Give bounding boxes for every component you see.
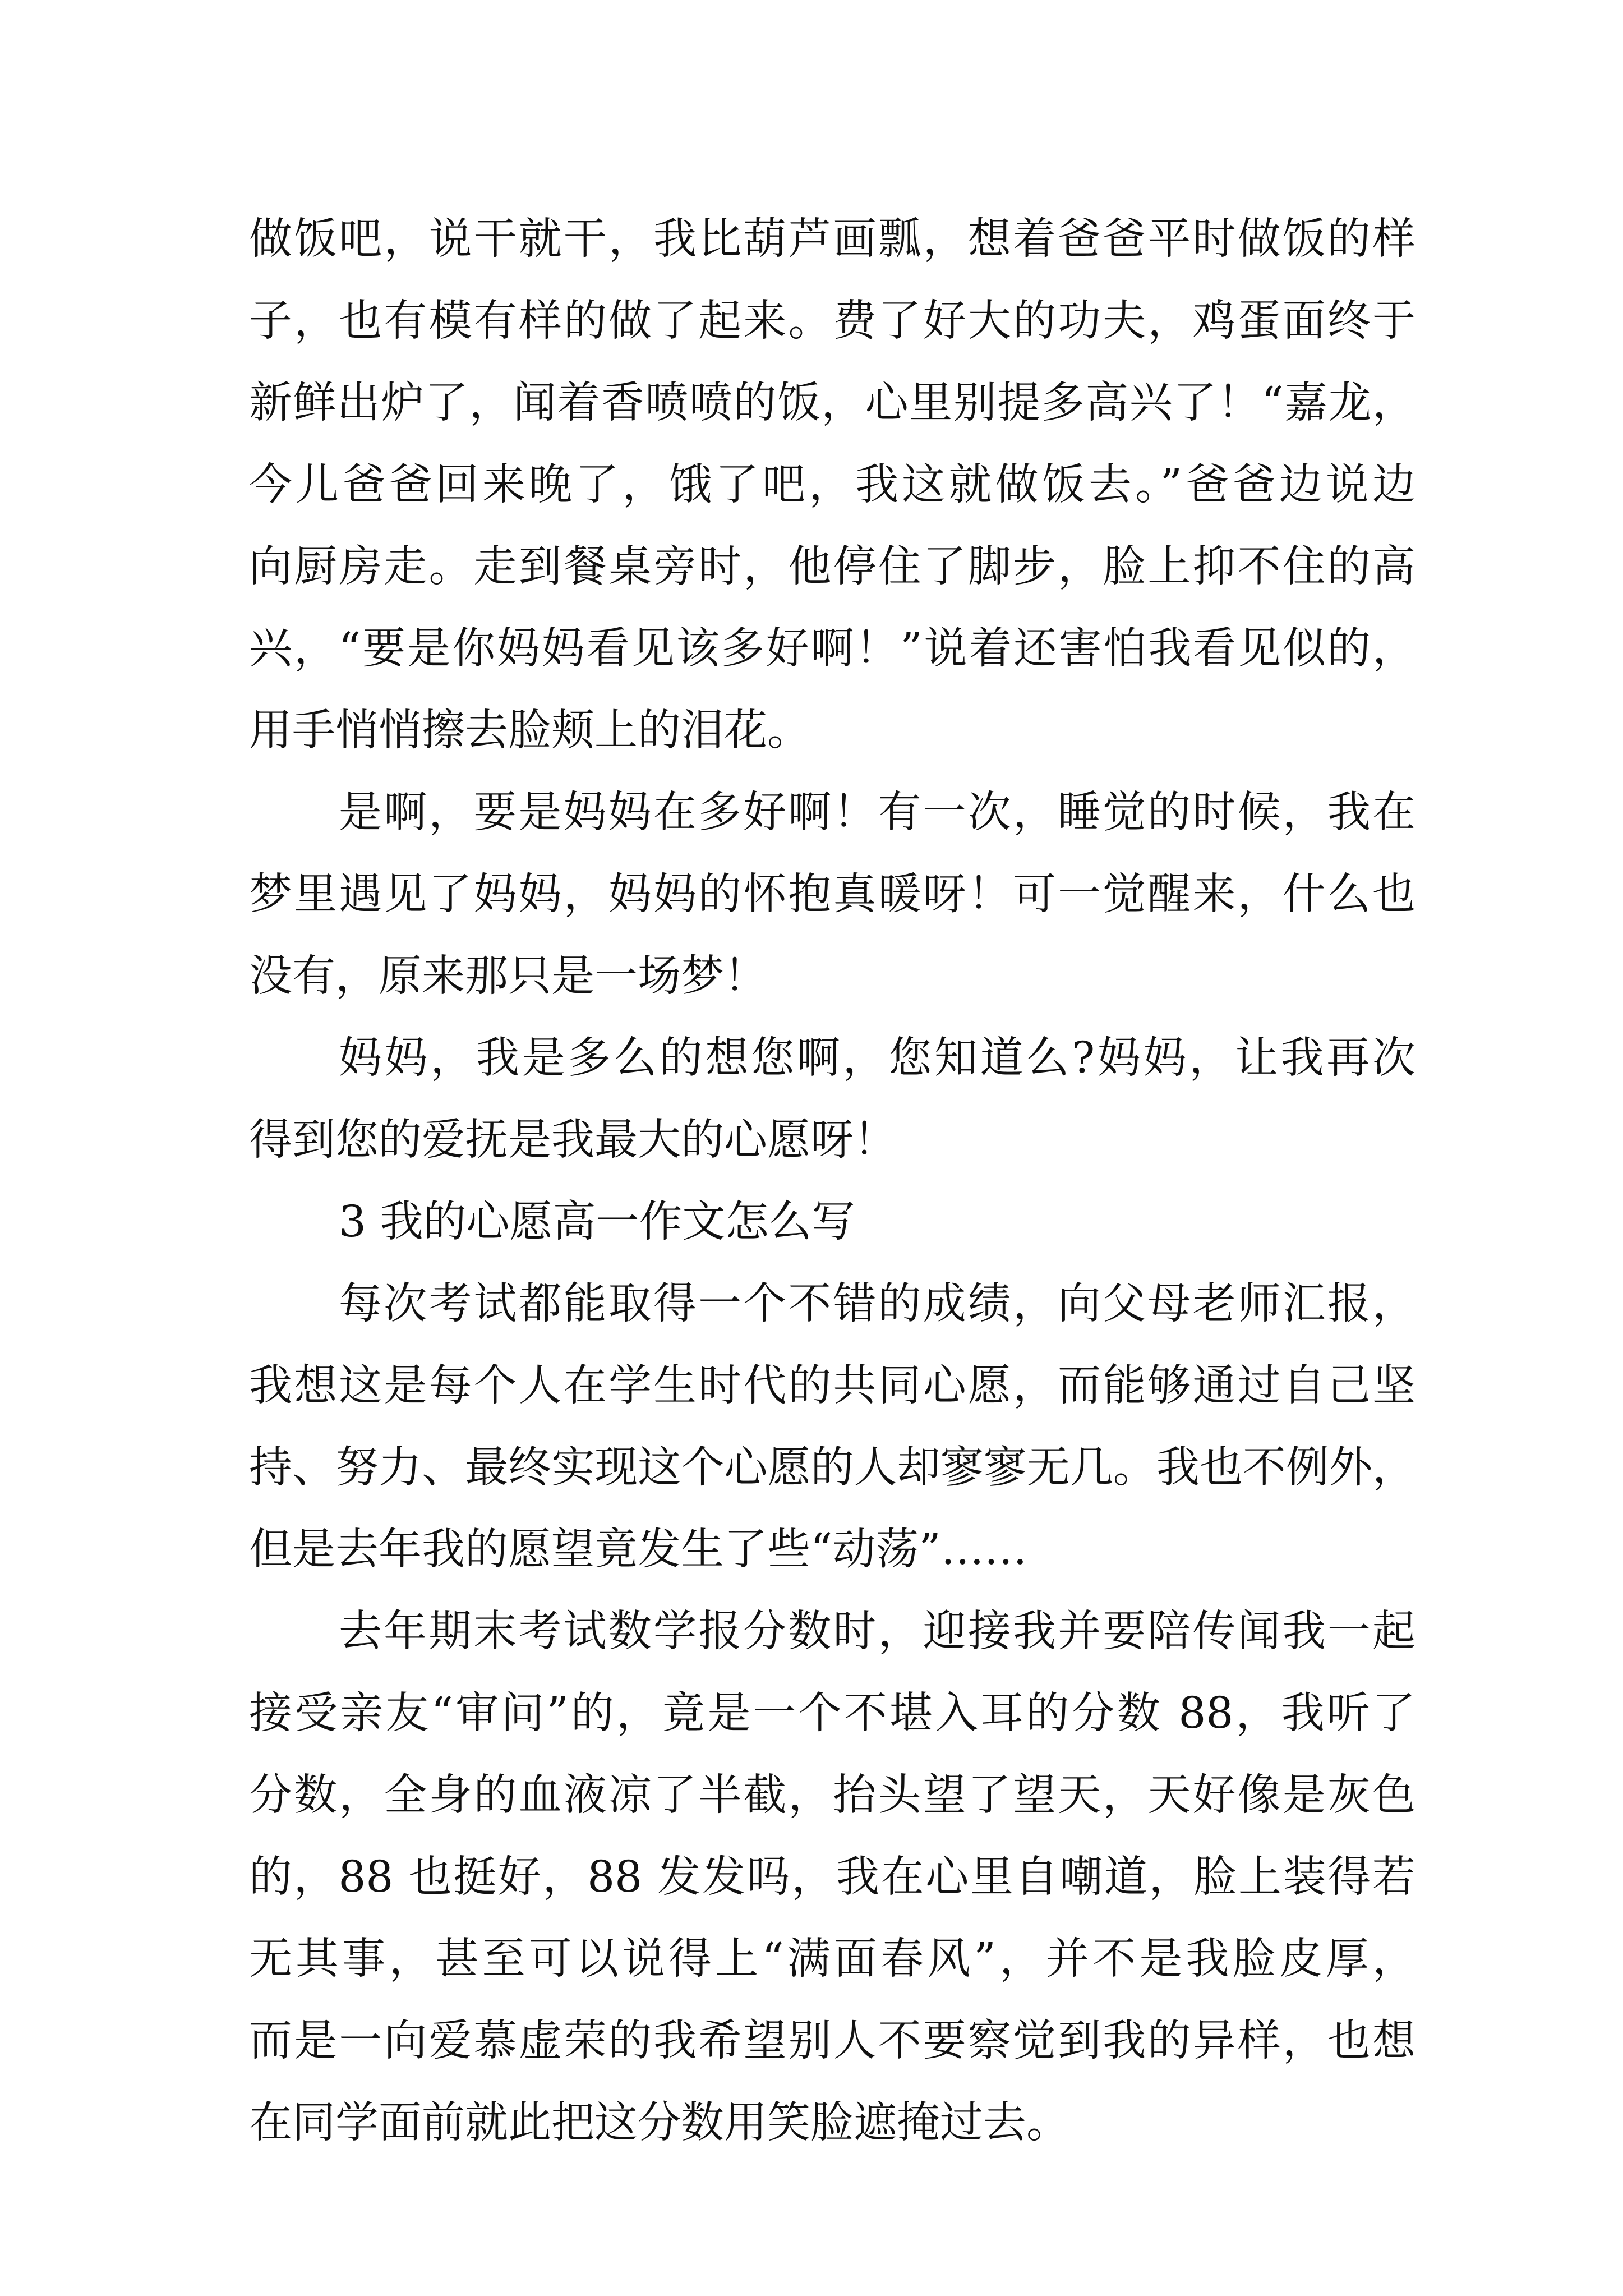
text-line: 新鲜出炉了，闻着香喷喷的饭，心里别提多高兴了！“嘉龙， xyxy=(249,378,1415,428)
text-line: 在同学面前就此把这分数用笑脸遮掩过去。 xyxy=(249,2098,1069,2148)
text-line: 而是一向爱慕虚荣的我希望别人不要察觉到我的异样，也想 xyxy=(249,2016,1415,2066)
text-line: 用手悄悄擦去脸颊上的泪花。 xyxy=(249,706,810,756)
text-line: 持、努力、最终实现这个心愿的人却寥寥无几。我也不例外， xyxy=(249,1443,1415,1493)
text-line: 接受亲友“审问”的，竟是一个不堪入耳的分数 88，我听了 xyxy=(249,1688,1415,1738)
text-line: 子，也有模有样的做了起来。费了好大的功夫，鸡蛋面终于 xyxy=(249,296,1415,346)
text-line: 向厨房走。走到餐桌旁时，他停住了脚步，脸上抑不住的高 xyxy=(249,542,1415,592)
text-line: 分数，全身的血液凉了半截，抬头望了望天，天好像是灰色 xyxy=(249,1770,1415,1820)
text-line: 得到您的爱抚是我最大的心愿呀！ xyxy=(249,1115,897,1165)
text-line: 是啊，要是妈妈在多好啊！有一次，睡觉的时候，我在 xyxy=(339,788,1415,838)
text-line: 兴，“要是你妈妈看见该多好啊！”说着还害怕我看见似的， xyxy=(249,624,1415,674)
text-line: 梦里遇见了妈妈，妈妈的怀抱真暖呀！可一觉醒来，什么也 xyxy=(249,869,1415,919)
text-line: 的，88 也挺好，88 发发吗，我在心里自嘲道，脸上装得若 xyxy=(249,1852,1415,1902)
text-line: 做饭吧，说干就干，我比葫芦画瓢，想着爸爸平时做饭的样 xyxy=(249,214,1415,264)
text-line: 去年期末考试数学报分数时，迎接我并要陪传闻我一起 xyxy=(339,1607,1415,1657)
text-line: 我想这是每个人在学生时代的共同心愿，而能够通过自己坚 xyxy=(249,1361,1415,1411)
text-line: 妈妈，我是多么的想您啊，您知道么?妈妈，让我再次 xyxy=(339,1033,1415,1083)
text-line: 无其事，甚至可以说得上“满面春风”，并不是我脸皮厚， xyxy=(249,1934,1415,1984)
text-line: 今儿爸爸回来晚了，饿了吧，我这就做饭去。”爸爸边说边 xyxy=(249,460,1415,510)
text-line: 没有，原来那只是一场梦！ xyxy=(249,951,767,1001)
text-line: 但是去年我的愿望竟发生了些“动荡”…… xyxy=(249,1525,1027,1575)
section-heading: 3 我的心愿高一作文怎么写 xyxy=(339,1197,855,1247)
text-line: 每次考试都能取得一个不错的成绩，向父母老师汇报， xyxy=(339,1279,1415,1329)
